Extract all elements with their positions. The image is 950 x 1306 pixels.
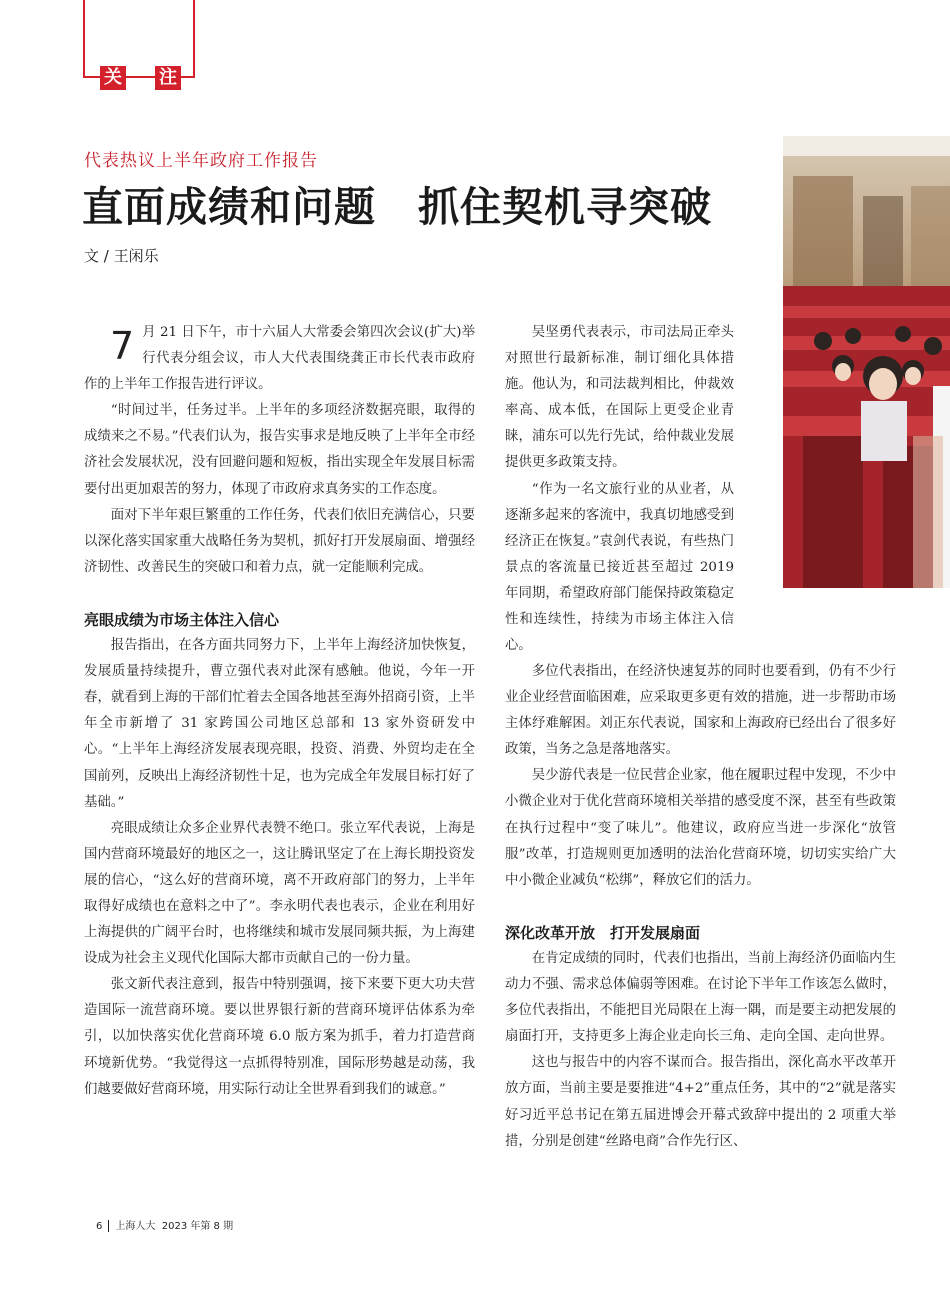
section-tag-right: 注	[155, 66, 181, 90]
lead-text: 月 21 日下午，市十六届人大常委会第四次会议(扩大)举行代表分组会议，市人大代表围绕龚正市长代表市政府作的上半年工作报告进行评议。	[84, 325, 475, 393]
paragraph: 吴少游代表是一位民营企业家，他在履职过程中发现，不少中小微企业对于优化营商环境相关举措的感受度不深，甚至有些政策在执行过程中“变了味儿”。他建议，政府应当进一步深化“放管服”改革，打造规则更加透明的法治化营商环境，切切实实给广大中小微企业减负“松绑”，释放它们的活力。	[505, 768, 896, 888]
subhead: 亮眼成绩为市场主体注入信心	[84, 610, 280, 629]
headline: 直面成绩和问题 抓住契机寻突破	[82, 183, 712, 231]
paragraph: 报告指出，在各方面共同努力下，上半年上海经济加快恢复，发展质量持续提升，曹立强代表对此深有感触。他说，今年一开春，就看到上海的干部们忙着去全国各地甚至海外招商引资，上半年全市新增了 31 家跨国公司地区总部和 13 家外资研发中心。“上半年上海经济发展表现亮眼，投资、消费、外贸均走在全国前列，反映出上海经济韧性十足，也为完成全年发展目标打好了基础。”	[84, 638, 475, 810]
paragraph: “作为一名文旅行业的从业者，从逐渐多起来的客流中，我真切地感受到经济正在恢复。”袁剑代表说，有些热门景点的客流量已接近甚至超过 2019 年同期，希望政府部门能保持政策稳定性和连续性，持续为市场主体注入信心。	[505, 481, 734, 654]
paragraph: 吴坚勇代表表示，市司法局正牵头对照世行最新标准，制订细化具体措施。他认为，和司法裁判相比，仲裁效率高、成本低，在国际上更受企业青睐，浦东可以先行先试，给仲裁业发展提供更多政策支持。	[505, 325, 734, 471]
section-tag-left: 关	[100, 66, 126, 90]
page-number: 6	[96, 1221, 103, 1232]
drop-cap: 7	[110, 324, 135, 368]
byline: 文 / 王闲乐	[84, 247, 159, 265]
issue-label: 2023 年第 8 期	[161, 1221, 234, 1232]
right-top-column	[505, 320, 734, 659]
subhead: 深化改革开放 打开发展扇面	[505, 923, 701, 942]
paragraph: “时间过半，任务过半。上半年的多项经济数据亮眼，取得的成绩来之不易。”代表们认为，报告实事求是地反映了上半年全市经济社会发展状况，没有回避问题和短板，指出实现全年发展目标需要付出更加艰苦的努力，体现了市政府求真务实的工作态度。	[84, 403, 475, 497]
paragraph: 亮眼成绩让众多企业界代表赞不绝口。张立军代表说，上海是国内营商环境最好的地区之一，这让腾讯坚定了在上海长期投资发展的信心，“这么好的营商环境，离不开政府部门的努力，上半年取得好成绩也在意料之中了”。李永明代表也表示，企业在利用好上海提供的广阔平台时，也将继续和城市发展同频共振，为上海建设成为社会主义现代化国际大都市贡献自己的一份力量。	[84, 820, 475, 967]
footer	[96, 1217, 233, 1232]
lead-paragraph	[84, 320, 475, 398]
publication-name: 上海人大	[115, 1221, 156, 1232]
meeting-photo	[783, 136, 950, 588]
paragraph: 在肯定成绩的同时，代表们也指出，当前上海经济仍面临内生动力不强、需求总体偏弱等困难。在讨论下半年工作该怎么做时，多位代表指出，不能把目光局限在上海一隅，而是要主动把发展的扇面打开，支持更多上海企业走向长三角、走向全国、走向世界。	[505, 950, 896, 1045]
paragraph: 这也与报告中的内容不谋而合。报告指出，深化高水平改革开放方面，当前主要是要推进“4+2”重点任务，其中的“2”就是落实好习近平总书记在第五届进博会开幕式致辞中提出的 2 项重大举措，分别是创建“丝路电商”合作先行区、	[505, 1055, 896, 1149]
paragraph: 张文新代表注意到，报告中特别强调，接下来要下更大功夫营造国际一流营商环境。要以世界银行新的营商环境评估体系为牵引，以加快落实优化营商环境 6.0 版方案为抓手，着力打造营商环境新优势。“我觉得这一点抓得特别准，国际形势越是动荡，我们越要做好营商环境，用实际行动让全世界看到我们的诚意。”	[84, 977, 475, 1097]
paragraph: 多位代表指出，在经济快速复苏的同时也要看到，仍有不少行业企业经营面临困难，应采取更多更有效的措施，进一步帮助市场主体纾难解困。刘正东代表说，国家和上海政府已经出台了很多好政策，当务之急是落地落实。	[505, 664, 896, 758]
paragraph: 面对下半年艰巨繁重的工作任务，代表们依旧充满信心，只要以深化落实国家重大战略任务为契机，抓好打开发展扇面、增强经济韧性、改善民生的突破口和着力点，就一定能顺利完成。	[84, 507, 475, 575]
right-column	[505, 659, 896, 1155]
footer-divider	[108, 1220, 109, 1232]
left-column	[84, 320, 475, 1103]
kicker: 代表热议上半年政府工作报告	[84, 151, 318, 171]
